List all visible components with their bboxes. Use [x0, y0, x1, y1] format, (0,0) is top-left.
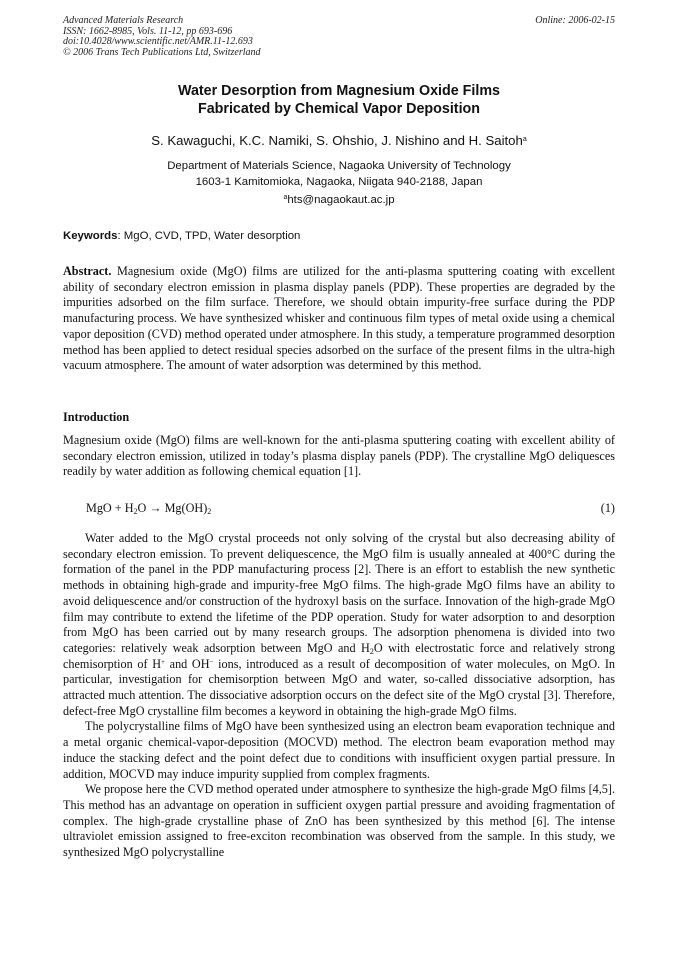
keywords-text: : MgO, CVD, TPD, Water desorption [117, 230, 301, 242]
equation-part-b: O → Mg(OH) [137, 501, 208, 515]
keywords [63, 229, 615, 243]
p2-text-a: Water added to the MgO crystal proceeds not only solving of the crystal but also decreasing ability of secondary electron emission. To prevent deliquescence, the MgO film is usually annealed at 400°C during the formation of the panel in the PDP manufacturing process [2]. There is an effort to establish the new synthetic methods in obtaining high-grade and impurity-free MgO films. The high-grade MgO films have an ability to avoid deliquescence and/or construction of the hydroxyl basis on the surface. Innovation of the high-grade MgO film may contribute to extend the lifetime of the PDP operation. Study for water adsorption to and desorption from MgO has been carried out by many research groups. The adsorption phenomena is divided into two categories: relatively weak adsorption between MgO and H [63, 531, 615, 655]
journal-name: Advanced Materials Research [63, 15, 184, 26]
affiliation-line-2: 1603-1 Kamitomioka, Nagaoka, Niigata 940-2188, Japan [195, 176, 483, 188]
p2-superscript-minus: − [209, 657, 214, 666]
journal-header [63, 16, 615, 58]
p2-text-d: ions, introduced as a result of decomposition of water molecules, on MgO. In particular, investigation for chemisorption between MgO and water, so-called dissociative adsorption, has attracted much attention. The dissociative adsorption occurs on the defect site of the MgO crystal [3]. Therefore, defect-free MgO crystalline film becomes a keyword in obtaining the high-grade MgO films. [63, 656, 616, 718]
authors-text: S. Kawaguchi, K.C. Namiki, S. Ohshio, J. Nishino and H. Saitoh [151, 133, 523, 148]
p2-superscript-plus: + [161, 657, 165, 666]
p2-text-c: and OH [164, 656, 210, 671]
email-address[interactable]: hts@nagaokaut.ac.jp [287, 194, 395, 206]
author-email [63, 193, 615, 207]
equation-number: (1) [600, 501, 615, 515]
p2-subscript: 2 [369, 646, 374, 656]
author-list [63, 133, 615, 149]
journal-issn: ISSN: 1662-8985, Vols. 11-12, pp 693-696 [63, 25, 233, 37]
abstract-text: Magnesium oxide (MgO) films are utilized for the anti-plasma sputtering coating with excellent ability of secondary electron emission in plasma display panels (PDP). These properties are degraded by the impurities adsorbed on the film surface. Therefore, we should obtain impurity-free surface during the PDP manufacturing process. We have synthesized whisker and continuous film types of metal oxide using a chemical vapor deposition (CVD) method operated under atmosphere. In this study, a temperature programmed desorption method has been applied to detect residual species adsorbed on the surface of the present films in the ultra-high vacuum atmosphere. The amount of water adsorption was determined by this method. [63, 264, 615, 373]
introduction-body [63, 531, 615, 861]
abstract-label: Abstract. [63, 264, 112, 278]
email-superscript: a [283, 194, 288, 201]
affiliation [63, 158, 615, 190]
journal-copyright: © 2006 Trans Tech Publications Ltd, Switzerland [63, 46, 261, 58]
introduction-paragraph-1: Magnesium oxide (MgO) films are well-known for the anti-plasma sputtering coating with excellent ability of secondary electron emission, utilized in today’s plasma display panels (PDP). The crystalline MgO deliquesces readily by water addition as following chemical equation [1]. [63, 433, 615, 479]
title-line-2: Fabricated by Chemical Vapor Deposition [197, 101, 481, 117]
introduction-paragraph-4: We propose here the CVD method operated under atmosphere to synthesize the high-grade MgO films [4,5]. This method has an advantage on operation in sufficient oxygen partial pressure and avoiding fragmentation of complex. The high-grade crystalline phase of ZnO has been synthesized by this method [6]. The intense ultraviolet emission assigned to free-exciton recombination was observed from the sample. In this study, we synthesized MgO polycrystalline [63, 782, 615, 860]
online-date: Online: 2006-02-15 [535, 15, 615, 26]
affiliation-line-1: Department of Materials Science, Nagaoka University of Technology [167, 160, 511, 172]
journal-doi: doi:10.4028/www.scientific.net/AMR.11-12.693 [63, 36, 253, 48]
keywords-label: Keywords [63, 230, 118, 242]
chemical-equation [86, 501, 615, 516]
introduction-paragraph-3: The polycrystalline films of MgO have been synthesized using an electron beam evaporation technique and a metal organic chemical-vapor-deposition (MOCVD) method. The electron beam evaporation method may induce the stacking defect and the point defect due to conditions with insufficient oxygen partial pressure. In addition, MOCVD may induce impurity supplied from complex fragments. [63, 719, 615, 781]
equation-subscript-a: 2 [133, 507, 138, 516]
title-line-1: Water Desorption from Magnesium Oxide Films [178, 83, 500, 99]
introduction-heading: Introduction [63, 410, 130, 424]
author-superscript: a [522, 136, 527, 143]
equation-subscript-b: 2 [207, 507, 212, 516]
equation-part-a: MgO + H [86, 501, 134, 515]
p2-text-b: O with electrostatic force and relatively strong chemisorption of H [63, 640, 615, 671]
paper-title [63, 82, 615, 118]
abstract [63, 264, 615, 374]
introduction-paragraph-2 [63, 531, 615, 719]
